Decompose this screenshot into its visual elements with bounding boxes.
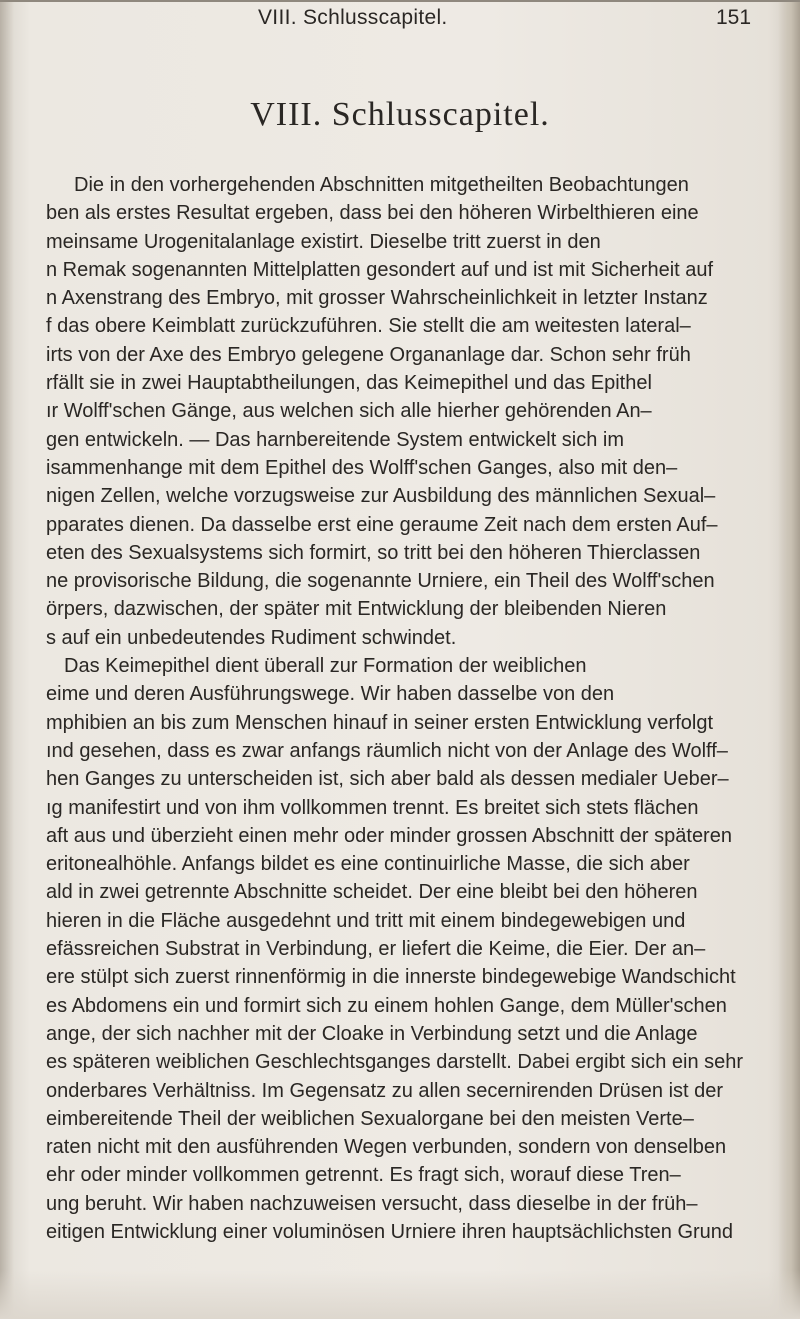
text-line: hen Ganges zu unterscheiden ist, sich aber bald als dessen medialer Ueber–: [46, 768, 729, 791]
text-line: hieren in die Fläche ausgedehnt und tritt mit einem bindegewebigen und: [46, 909, 686, 932]
text-line: s auf ein unbedeutendes Rudiment schwindet.: [46, 626, 457, 649]
text-line: ben als erstes Resultat ergeben, dass bei den höheren Wirbelthieren eine: [46, 202, 699, 225]
text-line: Das Keimepithel dient überall zur Formation der weiblichen: [64, 655, 587, 678]
text-line: ne provisorische Bildung, die sogenannte Urniere, ein Theil des Wolff'schen: [46, 570, 715, 593]
text-line: isammenhange mit dem Epithel des Wolff'schen Ganges, also mit den–: [46, 456, 678, 479]
text-line: ald in zwei getrennte Abschnitte scheidet. Der eine bleibt bei den höheren: [46, 881, 698, 904]
running-title: VIII. Schlusscapitel.: [258, 6, 448, 29]
text-line: meinsame Urogenitalanlage existirt. Dieselbe tritt zuerst in den: [46, 230, 601, 253]
text-line: ange, der sich nachher mit der Cloake in Verbindung setzt und die Anlage: [46, 1022, 698, 1045]
text-line: raten nicht mit den ausführenden Wegen verbunden, sondern von denselben: [46, 1136, 727, 1159]
text-line: ere stülpt sich zuerst rinnenförmig in die innerste bindegewebige Wandschicht: [46, 966, 736, 989]
text-line: ung beruht. Wir haben nachzuweisen versucht, dass dieselbe in der früh–: [46, 1192, 698, 1215]
text-line: es Abdomens ein und formirt sich zu einem hohlen Gange, dem Müller'schen: [46, 994, 727, 1017]
text-line: nigen Zellen, welche vorzugsweise zur Ausbildung des männlichen Sexual–: [46, 485, 716, 508]
text-line: gen entwickeln. — Das harnbereitende System entwickelt sich im: [46, 428, 625, 451]
text-line: eime und deren Ausführungswege. Wir haben dasselbe von den: [46, 683, 615, 706]
text-line: pparates dienen. Da dasselbe erst eine geraume Zeit nach dem ersten Auf–: [46, 513, 718, 536]
text-line: eitigen Entwicklung einer voluminösen Urniere ihren hauptsächlichsten Grund: [46, 1220, 734, 1243]
text-line: onderbares Verhältniss. Im Gegensatz zu allen secernirenden Drüsen ist der: [46, 1079, 724, 1102]
text-line: ınd gesehen, dass es zwar anfangs räumlich nicht von der Anlage des Wolff–: [46, 739, 728, 762]
text-line: mphibien an bis zum Menschen hinauf in seiner ersten Entwicklung verfolgt: [46, 711, 714, 734]
text-line: f das obere Keimblatt zurückzuführen. Sie stellt die am weitesten lateral–: [46, 315, 691, 338]
page-number: 151: [716, 6, 752, 29]
body-text: [46, 171, 786, 1246]
text-line: efässreichen Substrat in Verbindung, er liefert die Keime, die Eier. Der an–: [46, 938, 706, 961]
text-line: ehr oder minder vollkommen getrennt. Es fragt sich, worauf diese Tren–: [46, 1164, 681, 1187]
text-line: ıg manifestirt und von ihm vollkommen trennt. Es breitet sich stets flächen: [46, 796, 699, 819]
chapter-title: VIII. Schlusscapitel.: [250, 96, 550, 133]
text-line: irts von der Axe des Embryo gelegene Organanlage dar. Schon sehr früh: [46, 343, 691, 366]
text-line: n Axenstrang des Embryo, mit grosser Wahrscheinlichkeit in letzter Instanz: [46, 287, 708, 310]
text-line: eten des Sexualsystems sich formirt, so tritt bei den höheren Thierclassen: [46, 541, 701, 564]
running-header: [0, 2, 800, 36]
text-line: es späteren weiblichen Geschlechtsganges darstellt. Dabei ergibt sich ein sehr: [46, 1051, 744, 1074]
text-line: eritonealhöhle. Anfangs bildet es eine continuirliche Masse, die sich aber: [46, 853, 690, 876]
text-line: Die in den vorhergehenden Abschnitten mitgetheilten Beobachtungen: [74, 174, 689, 196]
text-line: ır Wolff'schen Gänge, aus welchen sich alle hierher gehörenden An–: [46, 400, 652, 423]
text-line: örpers, dazwischen, der später mit Entwicklung der bleibenden Nieren: [46, 598, 667, 621]
text-line: eimbereitende Theil der weiblichen Sexualorgane bei den meisten Verte–: [46, 1107, 694, 1130]
text-line: rfällt sie in zwei Hauptabtheilungen, das Keimepithel und das Epithel: [46, 372, 652, 395]
text-line: aft aus und überzieht einen mehr oder minder grossen Abschnitt der späteren: [46, 824, 732, 847]
book-gutter-shadow: [0, 0, 14, 1319]
bottom-page-shadow: [0, 1270, 800, 1319]
text-line: n Remak sogenannten Mittelplatten gesondert auf und ist mit Sicherheit auf: [46, 258, 714, 281]
